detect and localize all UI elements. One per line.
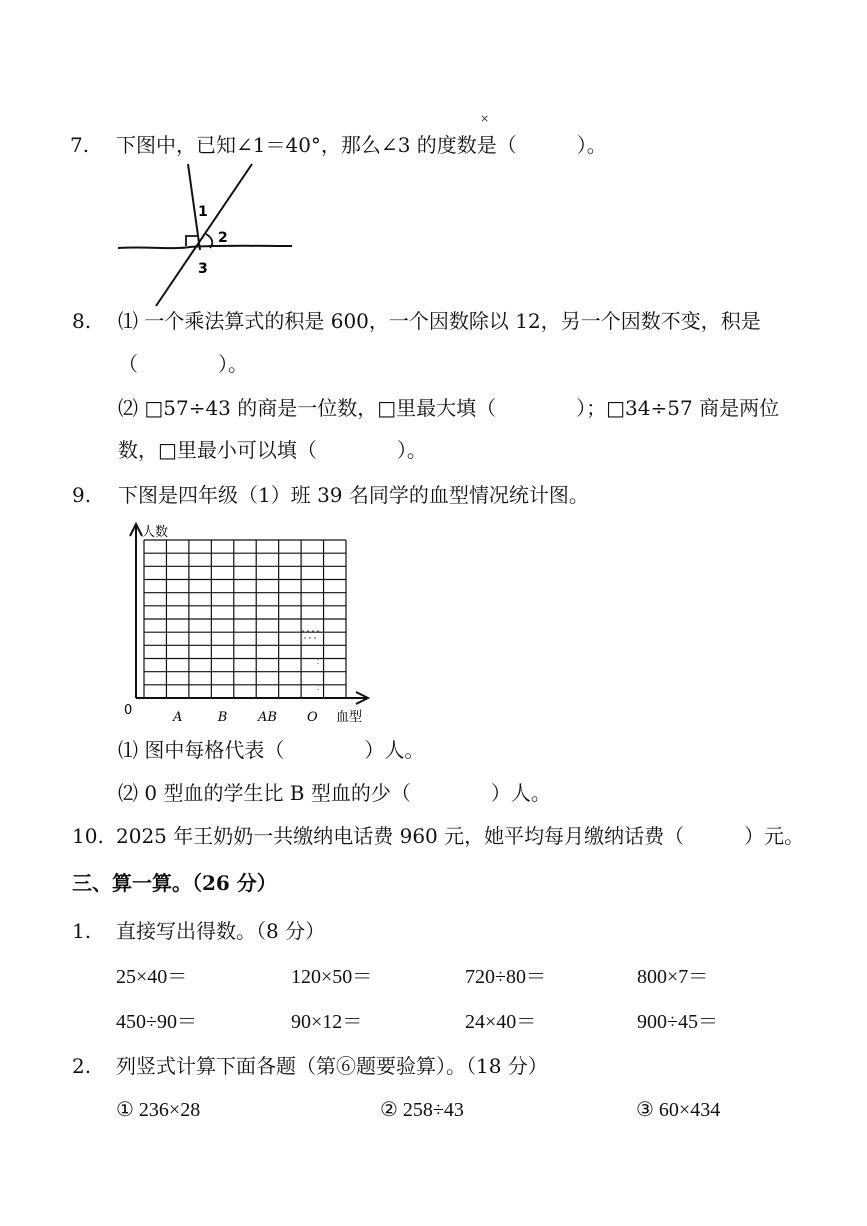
- vertical-calc-item: ② 258÷43: [380, 1099, 464, 1121]
- calc-item: 24×40＝: [465, 1011, 537, 1033]
- horizontal-line: [118, 246, 292, 248]
- x-tick-label: B: [217, 710, 228, 725]
- slanted-line: [156, 164, 252, 306]
- angle-label-2: 2: [218, 230, 228, 246]
- q9-number: 9.: [72, 483, 92, 507]
- calc-item: 800×7＝: [637, 966, 709, 988]
- s2-number: 2.: [72, 1054, 92, 1078]
- q8-number: 8.: [72, 309, 92, 333]
- s1-number: 1.: [72, 919, 92, 943]
- faint-marks: [302, 631, 320, 690]
- origin-label: 0: [124, 703, 133, 718]
- angle-label-3: 3: [198, 261, 208, 277]
- angle-label-1: 1: [198, 204, 208, 220]
- s2-title: 列竖式计算下面各题（第⑥题要验算）。（18 分）: [116, 1054, 548, 1078]
- q7-text: 下图中，已知∠1＝40°，那么∠3 的度数是（ ）。: [116, 133, 607, 157]
- chart-grid: [144, 540, 346, 698]
- x-tick-label: AB: [257, 710, 277, 725]
- calc-item: 720÷80＝: [465, 966, 546, 988]
- q8-part2-line1: ⑵ □57÷43 的商是一位数，□里最大填（ ）；□34÷57 商是两位: [118, 396, 780, 420]
- section3-title: 三、算一算。（26 分）: [72, 871, 277, 895]
- x-tick-label: O: [306, 710, 318, 725]
- stray-mark: ×: [480, 112, 490, 125]
- q10-text: 2025 年王奶奶一共缴纳电话费 960 元，她平均每月缴纳话费（ ）元。: [116, 824, 805, 848]
- calc-item: 450÷90＝: [116, 1011, 197, 1033]
- q9-sub1: ⑴ 图中每格代表（ ）人。: [118, 738, 425, 762]
- calc-item: 900÷45＝: [637, 1011, 718, 1033]
- calc-item: 120×50＝: [291, 966, 373, 988]
- q7-angle-figure: [110, 160, 310, 310]
- q9-sub2: ⑵ 0 型血的学生比 B 型血的少（ ）人。: [118, 781, 551, 805]
- q7-number: 7.: [70, 133, 90, 157]
- s1-title: 直接写出得数。（8 分）: [116, 919, 326, 943]
- q8-part1-line2: （ ）。: [118, 352, 248, 376]
- vertical-calc-item: ③ 60×434: [636, 1099, 721, 1121]
- q8-part2-line2: 数，□里最小可以填（ ）。: [118, 438, 427, 462]
- vertical-calc-item: ① 236×28: [116, 1099, 201, 1121]
- q8-part1-line1: ⑴ 一个乘法算式的积是 600，一个因数除以 12，另一个因数不变，积是: [118, 309, 761, 333]
- x-axis-label: 血型: [336, 710, 363, 725]
- q10-number: 10.: [72, 824, 104, 848]
- x-tick-label: A: [172, 710, 183, 725]
- right-angle-mark: [186, 236, 198, 246]
- y-axis-label: 人数: [142, 525, 169, 540]
- calc-item: 90×12＝: [291, 1011, 363, 1033]
- blood-type-chart: [120, 518, 390, 728]
- calc-item: 25×40＝: [116, 966, 188, 988]
- q9-text: 下图是四年级（1）班 39 名同学的血型情况统计图。: [118, 483, 589, 507]
